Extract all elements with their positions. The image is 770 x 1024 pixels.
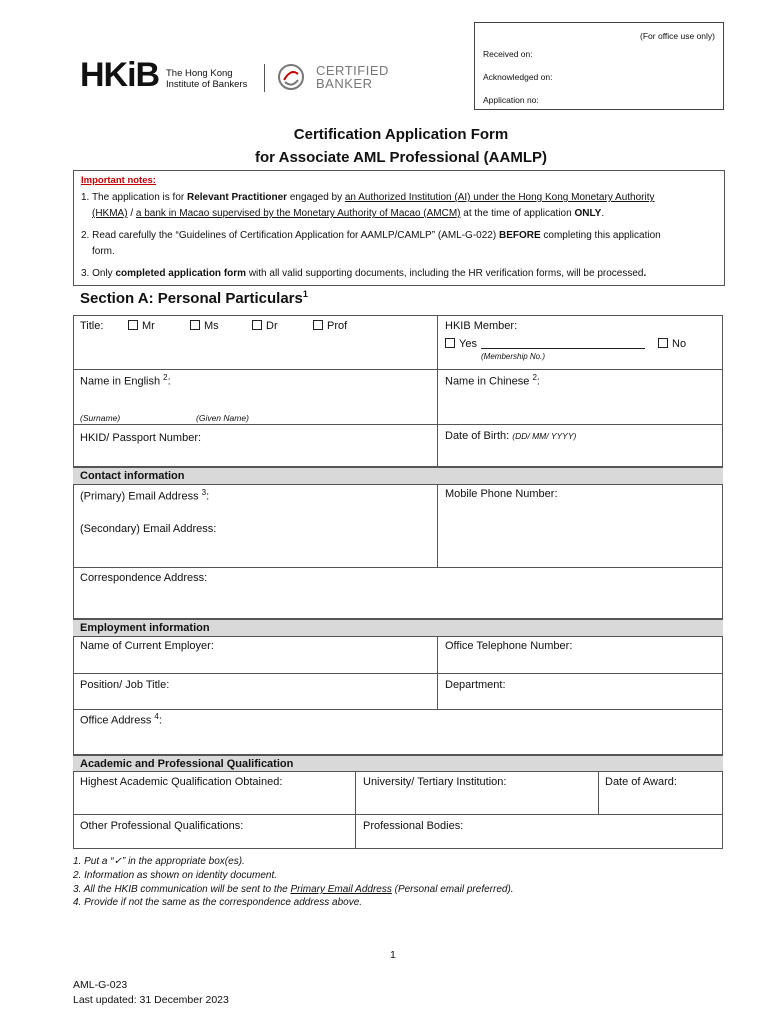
grid-line	[73, 673, 723, 674]
office-address-label: Office Address $^4$:	[80, 712, 162, 727]
title-mr-option[interactable]: Mr	[128, 320, 155, 332]
mr-checkbox[interactable]	[128, 320, 138, 330]
title-label: Title:	[80, 320, 104, 332]
grid-line	[73, 709, 723, 710]
yes-checkbox[interactable]	[445, 338, 455, 348]
hkib-logo	[80, 58, 410, 98]
section-a-title: Section A: Personal Particulars$^1$	[80, 289, 308, 307]
membership-no-caption: (Membership No.)	[481, 352, 546, 361]
grid-line	[355, 772, 356, 849]
membership-no-input[interactable]	[481, 348, 645, 349]
certified-line-2: BANKER	[316, 76, 373, 91]
grid-line	[437, 315, 438, 467]
given-name-caption: (Given Name)	[196, 413, 249, 423]
hkib-wordmark: HKiB	[80, 56, 160, 94]
member-yes-option[interactable]: Yes	[445, 338, 477, 350]
title-prof-option[interactable]: Prof	[313, 320, 347, 332]
current-employer-label: Name of Current Employer:	[80, 640, 214, 652]
form-title-line2: for Associate AML Professional (AAMLP)	[255, 149, 547, 166]
contact-info-header: Contact information	[73, 467, 723, 485]
note-2: 2. Read carefully the “Guidelines of Certification Application for AAMLP/CAMLP” (AML-G-022) BEFORE completing this application form.	[81, 230, 661, 257]
footnote-3: 3. All the HKIB communication will be sent to the Primary Email Address (Personal email preferred).	[73, 884, 514, 895]
correspondence-address-label: Correspondence Address:	[80, 572, 208, 584]
member-no-option[interactable]: No	[658, 338, 686, 350]
primary-email-label: (Primary) Email Address $^3$:	[80, 488, 210, 503]
name-english-label: Name in English $^2$:	[80, 373, 171, 388]
grid-line	[73, 369, 723, 370]
office-telephone-label: Office Telephone Number:	[445, 640, 573, 652]
footnote-2: 2. Information as shown on identity document.	[73, 870, 278, 881]
hkib-member-label: HKIB Member:	[445, 320, 518, 332]
highest-qualification-label: Highest Academic Qualification Obtained:	[80, 776, 283, 788]
footnote-4: 4. Provide if not the same as the correspondence address above.	[73, 897, 363, 908]
last-updated: Last updated: 31 December 2023	[73, 994, 229, 1006]
personal-particulars-table	[73, 315, 723, 467]
grid-line	[73, 424, 723, 425]
page-number: 1	[390, 949, 396, 961]
department-label: Department:	[445, 679, 506, 691]
name-chinese-label: Name in Chinese $^2$:	[445, 373, 540, 388]
surname-caption: (Surname)	[80, 413, 121, 423]
form-title-line1: Certification Application Form	[293, 126, 509, 143]
org-line-1: The Hong Kong	[166, 68, 233, 79]
ms-checkbox[interactable]	[190, 320, 200, 330]
position-label: Position/ Job Title:	[80, 679, 170, 691]
secondary-email-label: (Secondary) Email Address:	[80, 523, 217, 535]
notes-heading: Important notes:	[81, 175, 156, 186]
acknowledged-on-label: Acknowledged on:	[483, 72, 553, 82]
certified-line-1: CERTIFIED	[316, 63, 389, 78]
title-ms-option[interactable]: Ms	[190, 320, 219, 332]
document-code: AML-G-023	[73, 979, 128, 991]
certified-banker-emblem-icon	[276, 62, 306, 92]
date-of-award-label: Date of Award:	[605, 776, 677, 788]
professional-bodies-label: Professional Bodies:	[363, 820, 464, 832]
office-use-box	[474, 22, 724, 110]
certified-banker-text	[316, 64, 389, 90]
prof-checkbox[interactable]	[313, 320, 323, 330]
grid-line	[598, 772, 599, 814]
dob-label: Date of Birth: (DD/ MM/ YYYY)	[445, 430, 577, 442]
no-checkbox[interactable]	[658, 338, 668, 348]
footnote-1: 1. Put a “✓” in the appropriate box(es).	[73, 856, 245, 867]
important-notes-box	[73, 170, 725, 286]
grid-line	[437, 485, 438, 567]
received-on-label: Received on:	[483, 49, 533, 59]
university-label: University/ Tertiary Institution:	[363, 776, 507, 788]
application-no-label: Application no:	[483, 95, 539, 105]
title-dr-option[interactable]: Dr	[252, 320, 278, 332]
logo-divider	[264, 64, 265, 92]
org-line-2: Institute of Bankers	[166, 79, 248, 90]
note-1: 1. The application is for Relevant Practitioner engaged by an Authorized Institution (AI) under the Hong Kong Monetary Authority (HKMA) / a bank in Macao supervised by the Monetary Authority of Macao (AMCM) at the time of application ONLY.	[81, 192, 655, 219]
hkib-org-name	[166, 68, 247, 90]
grid-line	[73, 814, 723, 815]
employment-info-header: Employment information	[73, 619, 723, 637]
mobile-phone-label: Mobile Phone Number:	[445, 488, 558, 500]
hkid-passport-label: HKID/ Passport Number:	[80, 432, 202, 444]
other-qualifications-label: Other Professional Qualifications:	[80, 820, 244, 832]
note-3: 3. Only completed application form with all valid supporting documents, including the HR verification forms, will be processed.	[81, 268, 647, 279]
dr-checkbox[interactable]	[252, 320, 262, 330]
academic-header: Academic and Professional Qualification	[73, 755, 723, 772]
grid-line	[73, 567, 723, 568]
office-use-header: (For office use only)	[640, 31, 715, 41]
